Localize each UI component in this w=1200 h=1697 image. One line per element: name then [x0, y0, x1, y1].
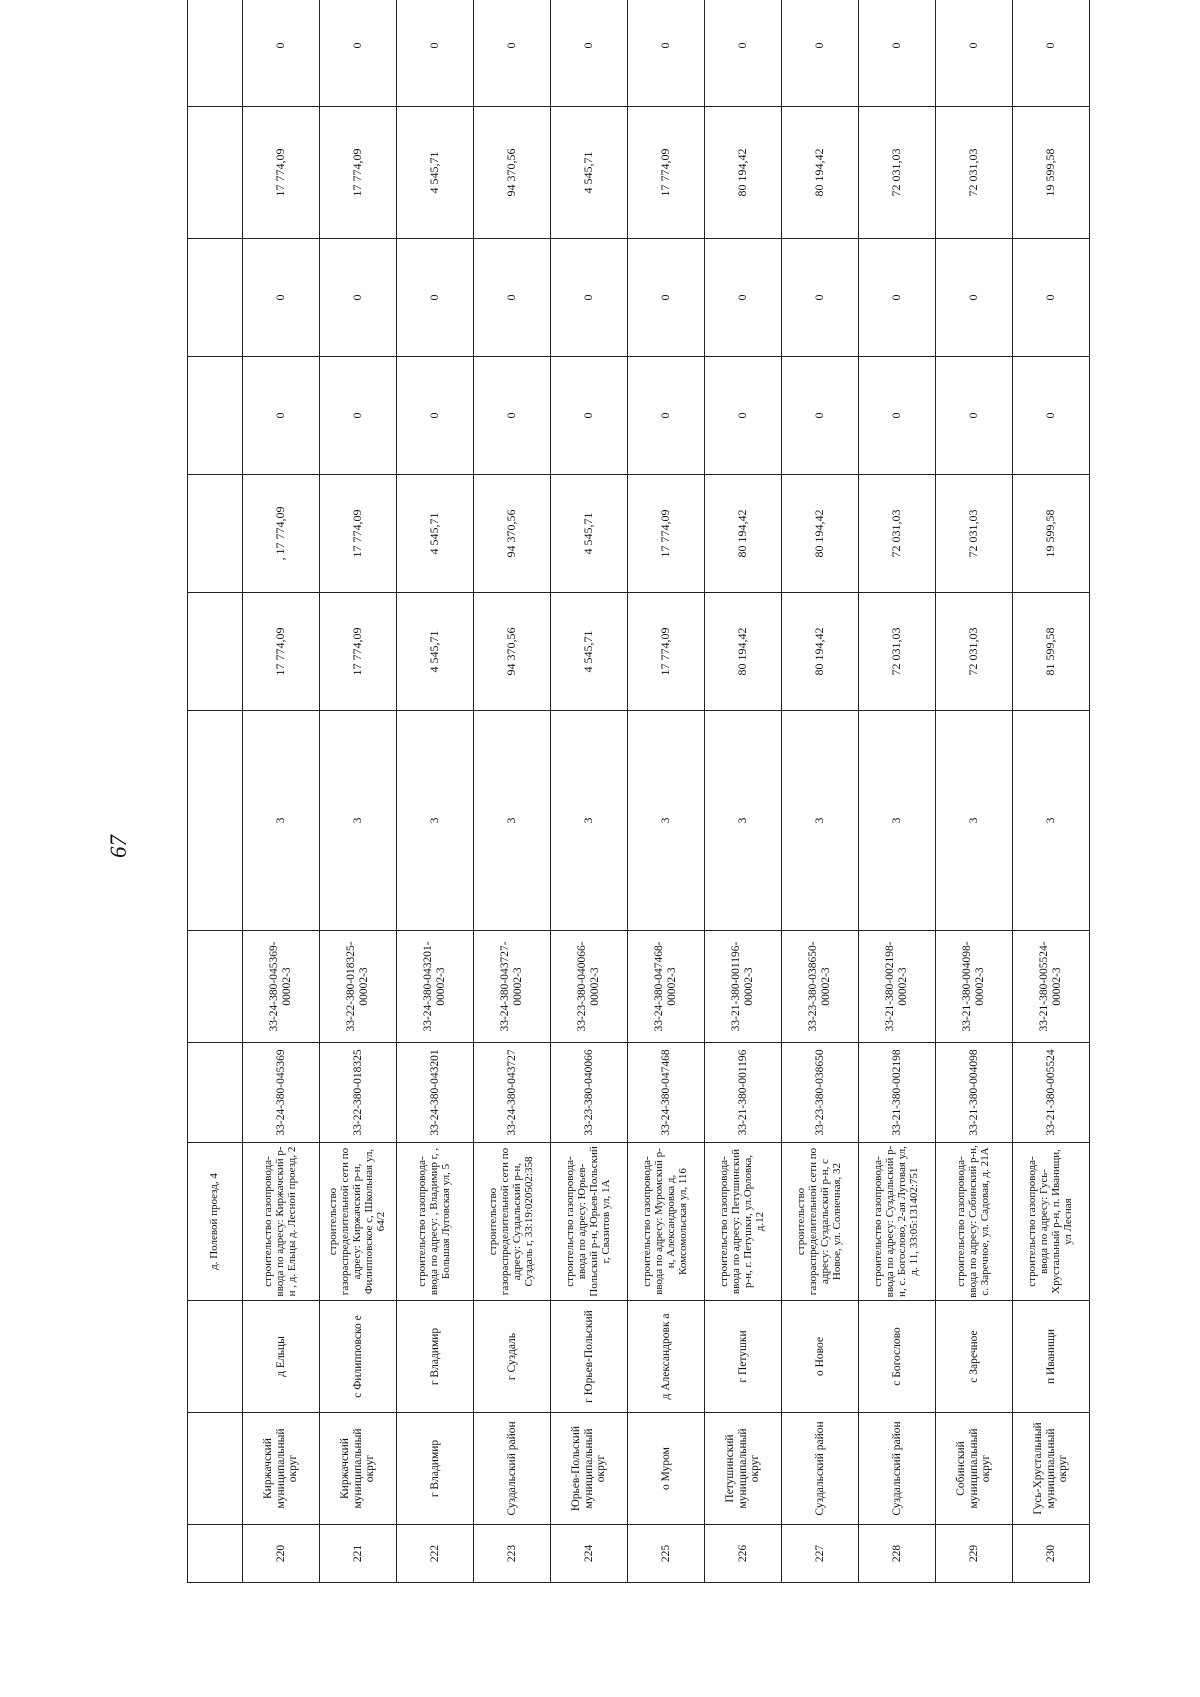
table-cell-category: 3 [705, 711, 782, 931]
table-cell-sum-5: 80 194,42 [782, 107, 859, 239]
table-cell-row-number: 229 [936, 1525, 1013, 1583]
table-cell-sum-3: 0 [859, 357, 936, 475]
table-cell-category: 3 [782, 711, 859, 931]
table-cell [188, 593, 243, 711]
table-cell-sum-3: 0 [1013, 357, 1090, 475]
table-cell-account-number: 33-21-380-001196 [705, 1043, 782, 1143]
table-cell-address: строительство газопровода-ввода по адресу: , Владимир г, , Большая Луговская ул, 5 [397, 1143, 474, 1301]
table-cell-address: строительство газопровода-ввода по адресу: Суздальский р-н, с. Богослово, 2-ая Луговая ул, д. 11, 33:05:131402:751 [859, 1143, 936, 1301]
table-cell-application-number: 33-21-380-004098-00002-3 [936, 931, 1013, 1043]
table-cell-sum-2: 19 599,58 [1013, 475, 1090, 593]
table-cell-district: Петушинский муниципальный округ [705, 1413, 782, 1525]
table-cell-row-number: 223 [474, 1525, 551, 1583]
table-cell-sum-1: 4 545,71 [397, 593, 474, 711]
table-cell [188, 931, 243, 1043]
table-cell [188, 239, 243, 357]
table-cell-district: Собинский муниципальный округ [936, 1413, 1013, 1525]
table-cell-sum-3: 0 [320, 357, 397, 475]
table-row [859, 0, 936, 1583]
table-cell-address: строительство газораспределительной сети по адресу: Суздальский р-н, с Новое, ул. Солнечная, 32 [782, 1143, 859, 1301]
table-cell-sum-5: 80 194,42 [705, 107, 782, 239]
table-cell-sum-4: 0 [705, 239, 782, 357]
table-cell-application-number: 33-24-380-043201-00002-3 [397, 931, 474, 1043]
table-cell-sum-3: 0 [397, 357, 474, 475]
table-cell-sum-2: 80 194,42 [705, 475, 782, 593]
table-cell-category: 3 [628, 711, 705, 931]
table-cell-row-number: 220 [243, 1525, 320, 1583]
table-cell [188, 475, 243, 593]
table-cell-sum-6: 0 [397, 0, 474, 107]
table-cell-sum-2: 17 774,09 [320, 475, 397, 593]
table-cell-sum-4: 0 [859, 239, 936, 357]
table-cell-category: 3 [551, 711, 628, 931]
table-cell-application-number: 33-21-380-001196-00002-3 [705, 931, 782, 1043]
table-cell-address: строительство газопровода-ввода по адресу: Киржачский р-н , д. Ельцы д. Лесной проезд, 2 [243, 1143, 320, 1301]
table-cell-sum-1: 72 031,03 [936, 593, 1013, 711]
table-cell-category: 3 [397, 711, 474, 931]
table-cell-district: Киржачский муниципальный округ [320, 1413, 397, 1525]
table-cell-district: о Муром [628, 1413, 705, 1525]
table-cell-category: 3 [936, 711, 1013, 931]
table-cell-sum-6: 0 [320, 0, 397, 107]
table-cell-row-number: 227 [782, 1525, 859, 1583]
table-cell-account-number: 33-22-380-018325 [320, 1043, 397, 1143]
table-cell-sum-3: 0 [628, 357, 705, 475]
table-row-continuation [188, 0, 243, 1583]
table-cell-sum-6: 0 [936, 0, 1013, 107]
table-cell-sum-3: 0 [243, 357, 320, 475]
table-cell-sum-5: 19 599,58 [1013, 107, 1090, 239]
table-cell [188, 1301, 243, 1413]
table-cell-sum-4: 0 [474, 239, 551, 357]
table-row [397, 0, 474, 1583]
table-cell-row-number: 226 [705, 1525, 782, 1583]
table-cell-district: Гусь-Хрустальный муниципальный округ [1013, 1413, 1090, 1525]
table-cell-address: строительство газопровода-ввода по адресу: Гусь-Хрустальный р-н, п. Иванищи, ул Лесная [1013, 1143, 1090, 1301]
table-cell-sum-2: 72 031,03 [936, 475, 1013, 593]
table-cell-locality: г Владимир [397, 1301, 474, 1413]
table-cell-account-number: 33-24-380-043727 [474, 1043, 551, 1143]
table-cell-sum-2: , 17 774,09 [243, 475, 320, 593]
table-cell-sum-2: 4 545,71 [551, 475, 628, 593]
table-cell-application-number: 33-24-380-043727-00002-3 [474, 931, 551, 1043]
table-cell [188, 711, 243, 931]
table-cell-sum-6: 0 [551, 0, 628, 107]
table-cell-row-number: 222 [397, 1525, 474, 1583]
table-cell-locality: д Александровк а [628, 1301, 705, 1413]
table-cell-district: Суздальский район [859, 1413, 936, 1525]
table-cell-address: строительство газопровода-ввода по адресу: Муромский р-н, Александровка д, Комсомольская ул, 116 [628, 1143, 705, 1301]
table-cell-category: 3 [243, 711, 320, 931]
table-cell-sum-5: 4 545,71 [397, 107, 474, 239]
table-cell-row-number: 225 [628, 1525, 705, 1583]
table-cell-sum-1: 17 774,09 [243, 593, 320, 711]
table-cell-district: Суздальский район [782, 1413, 859, 1525]
table-cell-district: Юрьев-Польский муниципальный округ [551, 1413, 628, 1525]
table-cell-sum-5: 72 031,03 [936, 107, 1013, 239]
table-cell-address: строительство газораспределительной сети по адресу: Киржачский р-н, Филипповское с, Школьная ул, 64/2 [320, 1143, 397, 1301]
table-cell-sum-1: 80 194,42 [705, 593, 782, 711]
table-cell-sum-5: 17 774,09 [243, 107, 320, 239]
table-cell-locality: д Ельцы [243, 1301, 320, 1413]
table-row [320, 0, 397, 1583]
table-cell [188, 0, 243, 107]
table-cell-locality: п Иванищи [1013, 1301, 1090, 1413]
table-cell [188, 1525, 243, 1583]
table-cell [188, 1043, 243, 1143]
table-cell-sum-6: 0 [705, 0, 782, 107]
table-cell-sum-4: 0 [936, 239, 1013, 357]
table-cell-sum-3: 0 [474, 357, 551, 475]
table-cell-application-number: 33-21-380-002198-00002-3 [859, 931, 936, 1043]
table-cell-sum-3: 0 [551, 357, 628, 475]
table-cell [188, 357, 243, 475]
table-cell-row-number: 224 [551, 1525, 628, 1583]
table-cell-account-number: 33-23-380-038650 [782, 1043, 859, 1143]
table-cell-account-number: 33-21-380-004098 [936, 1043, 1013, 1143]
table-cell-address: строительство газопровода-ввода по адресу: Собинский р-н, с. Заречное, ул. Садовая, д. 21А [936, 1143, 1013, 1301]
table-row [551, 0, 628, 1583]
table-cell-sum-2: 4 545,71 [397, 475, 474, 593]
table-cell-locality: с Филипповско е [320, 1301, 397, 1413]
table-cell-sum-5: 17 774,09 [320, 107, 397, 239]
table-cell-sum-1: 17 774,09 [628, 593, 705, 711]
table-row [1013, 0, 1090, 1583]
table-cell-row-number: 230 [1013, 1525, 1090, 1583]
table-cell-address: строительство газораспределительной сети по адресу: Суздальский р-н, Суздаль г, 33:19:020502:358 [474, 1143, 551, 1301]
table-cell-application-number: 33-21-380-005524-00002-3 [1013, 931, 1090, 1043]
table-cell-application-number: 33-23-380-040066-00002-3 [551, 931, 628, 1043]
table-cell-locality: г Петушки [705, 1301, 782, 1413]
table-cell-sum-1: 72 031,03 [859, 593, 936, 711]
table-cell-sum-2: 80 194,42 [782, 475, 859, 593]
table-cell-sum-4: 0 [397, 239, 474, 357]
data-table [187, 0, 1090, 1583]
table-cell-category: 3 [859, 711, 936, 931]
table-cell-category: 3 [320, 711, 397, 931]
table-cell-application-number: 33-22-380-018325-00002-3 [320, 931, 397, 1043]
table-cell-sum-6: 0 [474, 0, 551, 107]
table-cell-sum-3: 0 [782, 357, 859, 475]
table-cell-sum-4: 0 [628, 239, 705, 357]
table-cell-address: строительство газопровода-ввода по адресу: Петушинский р-н, г. Петушки, ул.Орловка, д.12 [705, 1143, 782, 1301]
table-cell-sum-5: 4 545,71 [551, 107, 628, 239]
table-cell-sum-6: 0 [782, 0, 859, 107]
table-cell-sum-2: 17 774,09 [628, 475, 705, 593]
table-cell-sum-4: 0 [243, 239, 320, 357]
table-cell-sum-4: 0 [551, 239, 628, 357]
table-cell-sum-1: 81 599,58 [1013, 593, 1090, 711]
table-cell-district: г Владимир [397, 1413, 474, 1525]
table-cell-sum-5: 94 370,56 [474, 107, 551, 239]
table-cell-account-number: 33-24-380-043201 [397, 1043, 474, 1143]
table-row [628, 0, 705, 1583]
table-cell-sum-1: 80 194,42 [782, 593, 859, 711]
table-row [936, 0, 1013, 1583]
table-cell-category: 3 [1013, 711, 1090, 931]
table-cell-account-number: 33-21-380-005524 [1013, 1043, 1090, 1143]
table-cell [188, 107, 243, 239]
table-cell-sum-5: 17 774,09 [628, 107, 705, 239]
table-cell-district: Киржачский муниципальный округ [243, 1413, 320, 1525]
table-row [782, 0, 859, 1583]
table-cell-sum-2: 94 370,56 [474, 475, 551, 593]
table-cell-sum-5: 72 031,03 [859, 107, 936, 239]
table-row [474, 0, 551, 1583]
table-cell-account-number: 33-24-380-045369 [243, 1043, 320, 1143]
table-cell-sum-4: 0 [320, 239, 397, 357]
table-cell-sum-6: 0 [628, 0, 705, 107]
table-cell-sum-3: 0 [705, 357, 782, 475]
table-cell-locality: с Богослово [859, 1301, 936, 1413]
table-cell-district: Суздальский район [474, 1413, 551, 1525]
table-cell-row-number: 221 [320, 1525, 397, 1583]
table-cell-application-number: 33-24-380-045369-00002-3 [243, 931, 320, 1043]
table-cell-locality: о Новое [782, 1301, 859, 1413]
rotated-table-container [187, 42, 1074, 1583]
table-cell-account-number: 33-21-380-002198 [859, 1043, 936, 1143]
page-number: 67 [106, 835, 131, 858]
table-row [705, 0, 782, 1583]
table-cell-address: строительство газопровода-ввода по адресу: Юрьев-Польский р-н, Юрьев-Польский г, Свазитов ул, 1А [551, 1143, 628, 1301]
table-cell-row-number: 228 [859, 1525, 936, 1583]
table-cell-account-number: 33-23-380-040066 [551, 1043, 628, 1143]
table-cell-sum-4: 0 [782, 239, 859, 357]
table-cell-sum-6: 0 [1013, 0, 1090, 107]
table-cell [188, 1413, 243, 1525]
table-cell-locality: г Суздаль [474, 1301, 551, 1413]
table-cell-sum-4: 0 [1013, 239, 1090, 357]
table-cell-address-tail: д. Полевой проезд, 4 [188, 1143, 243, 1301]
table-cell-sum-1: 17 774,09 [320, 593, 397, 711]
table-cell-sum-3: 0 [936, 357, 1013, 475]
table-cell-sum-2: 72 031,03 [859, 475, 936, 593]
table-cell-sum-6: 0 [859, 0, 936, 107]
table-cell-application-number: 33-23-380-038650-00002-3 [782, 931, 859, 1043]
table-cell-sum-1: 94 370,56 [474, 593, 551, 711]
table-cell-account-number: 33-24-380-047468 [628, 1043, 705, 1143]
table-cell-locality: г Юрьев-Польский [551, 1301, 628, 1413]
table-row [243, 0, 320, 1583]
table-cell-application-number: 33-24-380-047468-00002-3 [628, 931, 705, 1043]
table-cell-locality: с Заречное [936, 1301, 1013, 1413]
table-cell-sum-1: 4 545,71 [551, 593, 628, 711]
table-cell-sum-6: 0 [243, 0, 320, 107]
table-cell-category: 3 [474, 711, 551, 931]
